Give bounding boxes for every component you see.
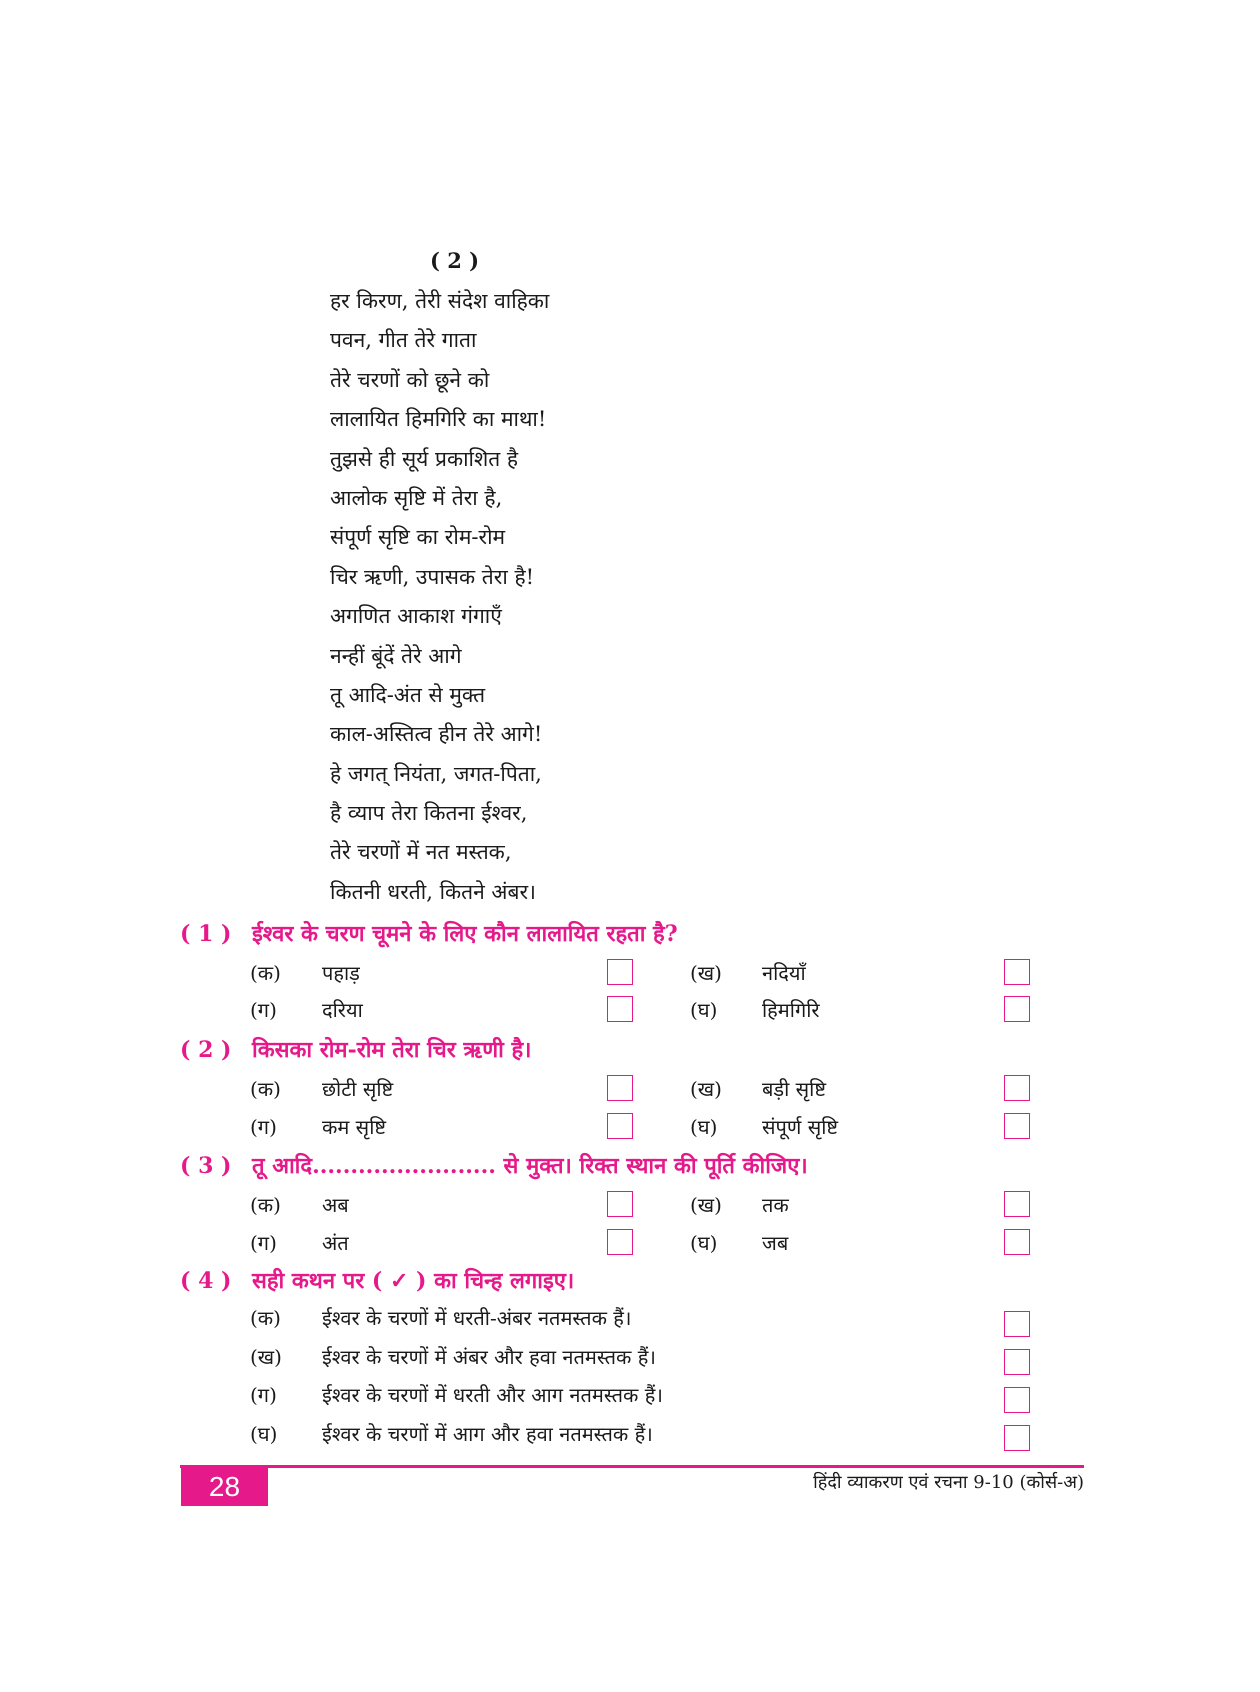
footer-divider bbox=[180, 1465, 1084, 1468]
answer-checkbox-q3-gha[interactable] bbox=[1004, 1229, 1030, 1255]
question-1 bbox=[180, 916, 678, 952]
statement-q4-gha bbox=[250, 1416, 653, 1452]
option-q3-ka bbox=[250, 1187, 349, 1223]
poem-line: तू आदि-अंत से मुक्त bbox=[330, 682, 486, 707]
answer-checkbox-q1-ka[interactable] bbox=[607, 959, 633, 985]
poem-line: है व्याप तेरा कितना ईश्वर, bbox=[330, 801, 528, 826]
option-label: (घ) bbox=[690, 1231, 718, 1255]
option-q2-gha bbox=[690, 1109, 838, 1145]
option-label: (ग) bbox=[250, 1115, 277, 1139]
statement-label: (ग) bbox=[250, 1383, 277, 1407]
option-text: नदियाँ bbox=[762, 961, 806, 985]
answer-checkbox-q4-kha[interactable] bbox=[1004, 1349, 1030, 1375]
book-title: हिंदी व्याकरण एवं रचना 9-10 (कोर्स-अ) bbox=[813, 1472, 1084, 1493]
poem-line: नन्हीं बूंदें तेरे आगे bbox=[330, 643, 462, 668]
option-label: (क) bbox=[250, 1077, 281, 1101]
option-text: हिमगिरि bbox=[762, 998, 820, 1022]
option-q1-gha bbox=[690, 992, 820, 1028]
option-text: जब bbox=[762, 1231, 789, 1255]
poem-line: कितनी धरती, कितने अंबर। bbox=[330, 879, 537, 904]
option-text: छोटी सृष्टि bbox=[322, 1077, 394, 1101]
poem-line: हे जगत् नियंता, जगत-पिता, bbox=[330, 761, 542, 786]
statement-q4-kha bbox=[250, 1339, 656, 1375]
question-4 bbox=[180, 1263, 574, 1299]
statement-q4-ka bbox=[250, 1300, 632, 1336]
option-q2-ga bbox=[250, 1109, 386, 1145]
option-text: कम सृष्टि bbox=[322, 1115, 387, 1139]
option-q2-kha bbox=[690, 1071, 826, 1107]
option-q1-ka bbox=[250, 955, 360, 991]
question-text: ईश्वर के चरण चूमने के लिए कौन लालायित रहता है? bbox=[252, 921, 678, 947]
answer-checkbox-q2-ka[interactable] bbox=[607, 1075, 633, 1101]
answer-checkbox-q2-kha[interactable] bbox=[1004, 1075, 1030, 1101]
poem-line: तुझसे ही सूर्य प्रकाशित है bbox=[330, 446, 519, 471]
option-label: (ख) bbox=[690, 1193, 722, 1217]
question-3 bbox=[180, 1148, 808, 1184]
answer-checkbox-q1-ga[interactable] bbox=[607, 996, 633, 1022]
option-text: संपूर्ण सृष्टि bbox=[762, 1115, 839, 1139]
answer-checkbox-q3-kha[interactable] bbox=[1004, 1191, 1030, 1217]
question-number: ( 2 ) bbox=[180, 1037, 232, 1063]
option-label: (क) bbox=[250, 1193, 281, 1217]
answer-checkbox-q4-gha[interactable] bbox=[1004, 1425, 1030, 1451]
answer-checkbox-q4-ga[interactable] bbox=[1004, 1387, 1030, 1413]
answer-checkbox-q2-ga[interactable] bbox=[607, 1113, 633, 1139]
option-text: अंत bbox=[322, 1231, 349, 1255]
question-2 bbox=[180, 1032, 531, 1068]
answer-checkbox-q2-gha[interactable] bbox=[1004, 1113, 1030, 1139]
option-label: (ग) bbox=[250, 998, 277, 1022]
option-q3-gha bbox=[690, 1225, 788, 1261]
poem-line: संपूर्ण सृष्टि का रोम-रोम bbox=[330, 525, 506, 550]
question-text: सही कथन पर ( ✓ ) का चिन्ह लगाइए। bbox=[252, 1268, 575, 1294]
question-text: तू आदि........................ से मुक्त। रिक्त स्थान की पूर्ति कीजिए। bbox=[252, 1153, 808, 1179]
answer-checkbox-q3-ga[interactable] bbox=[607, 1229, 633, 1255]
option-label: (ख) bbox=[690, 1077, 722, 1101]
option-q3-kha bbox=[690, 1187, 789, 1223]
poem-line: लालायित हिमगिरि का माथा! bbox=[330, 407, 547, 432]
option-q1-ga bbox=[250, 992, 363, 1028]
poem-line: तेरे चरणों को छूने को bbox=[330, 367, 490, 392]
option-text: अब bbox=[322, 1193, 349, 1217]
statement-text: ईश्वर के चरणों में धरती और आग नतमस्तक हैं। bbox=[322, 1383, 663, 1407]
option-text: पहाड़ bbox=[322, 961, 360, 985]
statement-label: (ख) bbox=[250, 1345, 282, 1369]
option-label: (घ) bbox=[690, 1115, 718, 1139]
answer-checkbox-q4-ka[interactable] bbox=[1004, 1311, 1030, 1337]
option-label: (क) bbox=[250, 961, 281, 985]
page-number: 28 bbox=[181, 1468, 268, 1506]
poem-line: चिर ऋणी, उपासक तेरा है! bbox=[330, 564, 535, 589]
option-label: (घ) bbox=[690, 998, 718, 1022]
option-q3-ga bbox=[250, 1225, 349, 1261]
question-number: ( 3 ) bbox=[180, 1153, 232, 1179]
statement-text: ईश्वर के चरणों में अंबर और हवा नतमस्तक हैं। bbox=[322, 1345, 656, 1369]
statement-q4-ga bbox=[250, 1377, 663, 1413]
option-label: (ख) bbox=[690, 961, 722, 985]
option-q1-kha bbox=[690, 955, 806, 991]
poem-line: आलोक सृष्टि में तेरा है, bbox=[330, 485, 503, 510]
option-text: दरिया bbox=[322, 998, 363, 1022]
option-label: (ग) bbox=[250, 1231, 277, 1255]
poem-line: काल-अस्तित्व हीन तेरे आगे! bbox=[330, 722, 543, 747]
option-text: तक bbox=[762, 1193, 789, 1217]
poem-line: तेरे चरणों में नत मस्तक, bbox=[330, 840, 512, 865]
poem-line: अगणित आकाश गंगाएँ bbox=[330, 604, 502, 629]
question-text: किसका रोम-रोम तेरा चिर ऋणी है। bbox=[252, 1037, 532, 1063]
statement-text: ईश्वर के चरणों में आग और हवा नतमस्तक हैं। bbox=[322, 1422, 653, 1446]
poem-line: पवन, गीत तेरे गाता bbox=[330, 328, 477, 353]
statement-label: (क) bbox=[250, 1306, 281, 1330]
option-q2-ka bbox=[250, 1071, 393, 1107]
poem bbox=[330, 282, 549, 912]
poem-line: हर किरण, तेरी संदेश वाहिका bbox=[330, 289, 550, 313]
answer-checkbox-q3-ka[interactable] bbox=[607, 1191, 633, 1217]
answer-checkbox-q1-gha[interactable] bbox=[1004, 996, 1030, 1022]
statement-text: ईश्वर के चरणों में धरती-अंबर नतमस्तक हैं। bbox=[322, 1306, 632, 1330]
question-number: ( 1 ) bbox=[180, 921, 232, 947]
question-number: ( 4 ) bbox=[180, 1268, 232, 1294]
poem-number: ( 2 ) bbox=[430, 248, 480, 273]
answer-checkbox-q1-kha[interactable] bbox=[1004, 959, 1030, 985]
statement-label: (घ) bbox=[250, 1422, 278, 1446]
option-text: बड़ी सृष्टि bbox=[762, 1077, 827, 1101]
